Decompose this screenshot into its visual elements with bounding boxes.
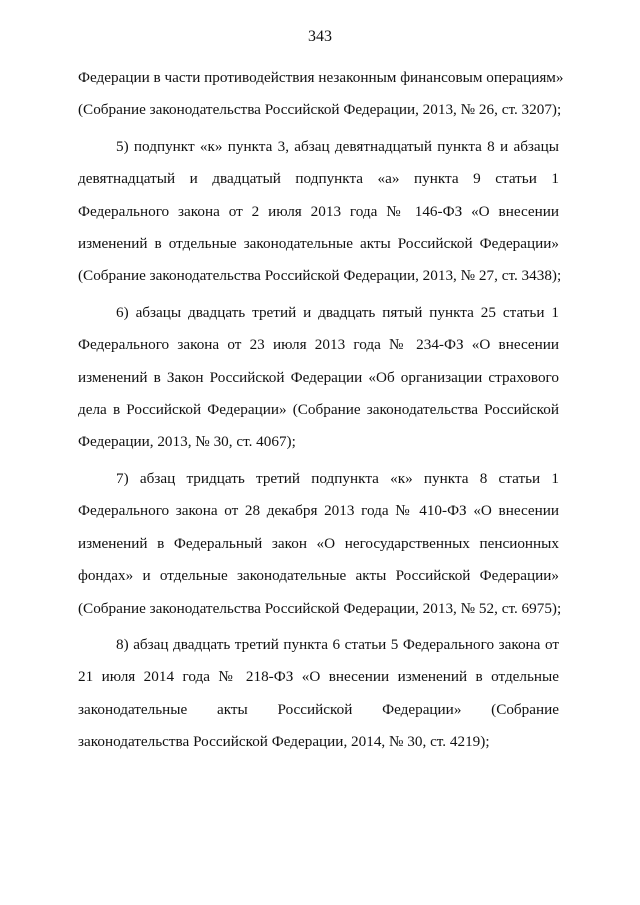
text-line: Федерации, 2013, № 30, ст. 4067); <box>78 433 296 451</box>
text-line: 21 июля 2014 года № 218-ФЗ «О внесении изменений в отдельные <box>78 668 559 686</box>
text-line: Федерального закона от 2 июля 2013 года № 146-ФЗ «О внесении <box>78 202 559 220</box>
paragraph-continuation <box>78 62 564 127</box>
text-line: дела в Российской Федерации» (Собрание законодательства Российской <box>78 401 559 419</box>
paragraph-item-8 <box>78 629 559 759</box>
page-number: 343 <box>308 28 332 45</box>
text-line: Федерального закона от 23 июля 2013 года № 234-ФЗ «О внесении <box>78 336 559 354</box>
text-line: изменений в отдельные законодательные акты Российской Федерации» <box>78 235 559 253</box>
text-line: 7) абзац тридцать третий подпункта «к» пункта 8 статьи 1 <box>116 469 559 487</box>
paragraph-item-5 <box>78 131 562 293</box>
text-line: 5) подпункт «к» пункта 3, абзац девятнадцатый пункта 8 и абзацы <box>116 137 559 155</box>
text-line: изменений в Закон Российской Федерации «Об организации страхового <box>78 368 559 386</box>
text-line: изменений в Федеральный закон «О негосударственных пенсионных <box>78 534 559 552</box>
text-line: 8) абзац двадцать третий пункта 6 статьи 5 Федерального закона от <box>116 635 559 653</box>
text-line: (Собрание законодательства Российской Федерации, 2013, № 52, ст. 6975); <box>78 599 562 617</box>
text-line: Федерального закона от 28 декабря 2013 года № 410-ФЗ «О внесении <box>78 502 559 520</box>
paragraph-item-6 <box>78 297 559 459</box>
text-line: законодательные акты Российской Федерации» (Собрание <box>78 700 559 718</box>
text-line: (Собрание законодательства Российской Федерации, 2013, № 27, ст. 3438); <box>78 267 562 285</box>
text-line: законодательства Российской Федерации, 2014, № 30, ст. 4219); <box>78 733 490 751</box>
document-body <box>78 62 564 759</box>
text-line: 6) абзацы двадцать третий и двадцать пятый пункта 25 статьи 1 <box>116 303 559 321</box>
text-line: Федерации в части противодействия незаконным финансовым операциям» <box>78 69 564 86</box>
text-line: (Собрание законодательства Российской Федерации, 2013, № 26, ст. 3207); <box>78 101 562 119</box>
text-line: фондах» и отдельные законодательные акты Российской Федерации» <box>78 567 559 585</box>
paragraph-item-7 <box>78 463 562 625</box>
text-line: девятнадцатый и двадцатый подпункта «а» пункта 9 статьи 1 <box>78 170 559 188</box>
